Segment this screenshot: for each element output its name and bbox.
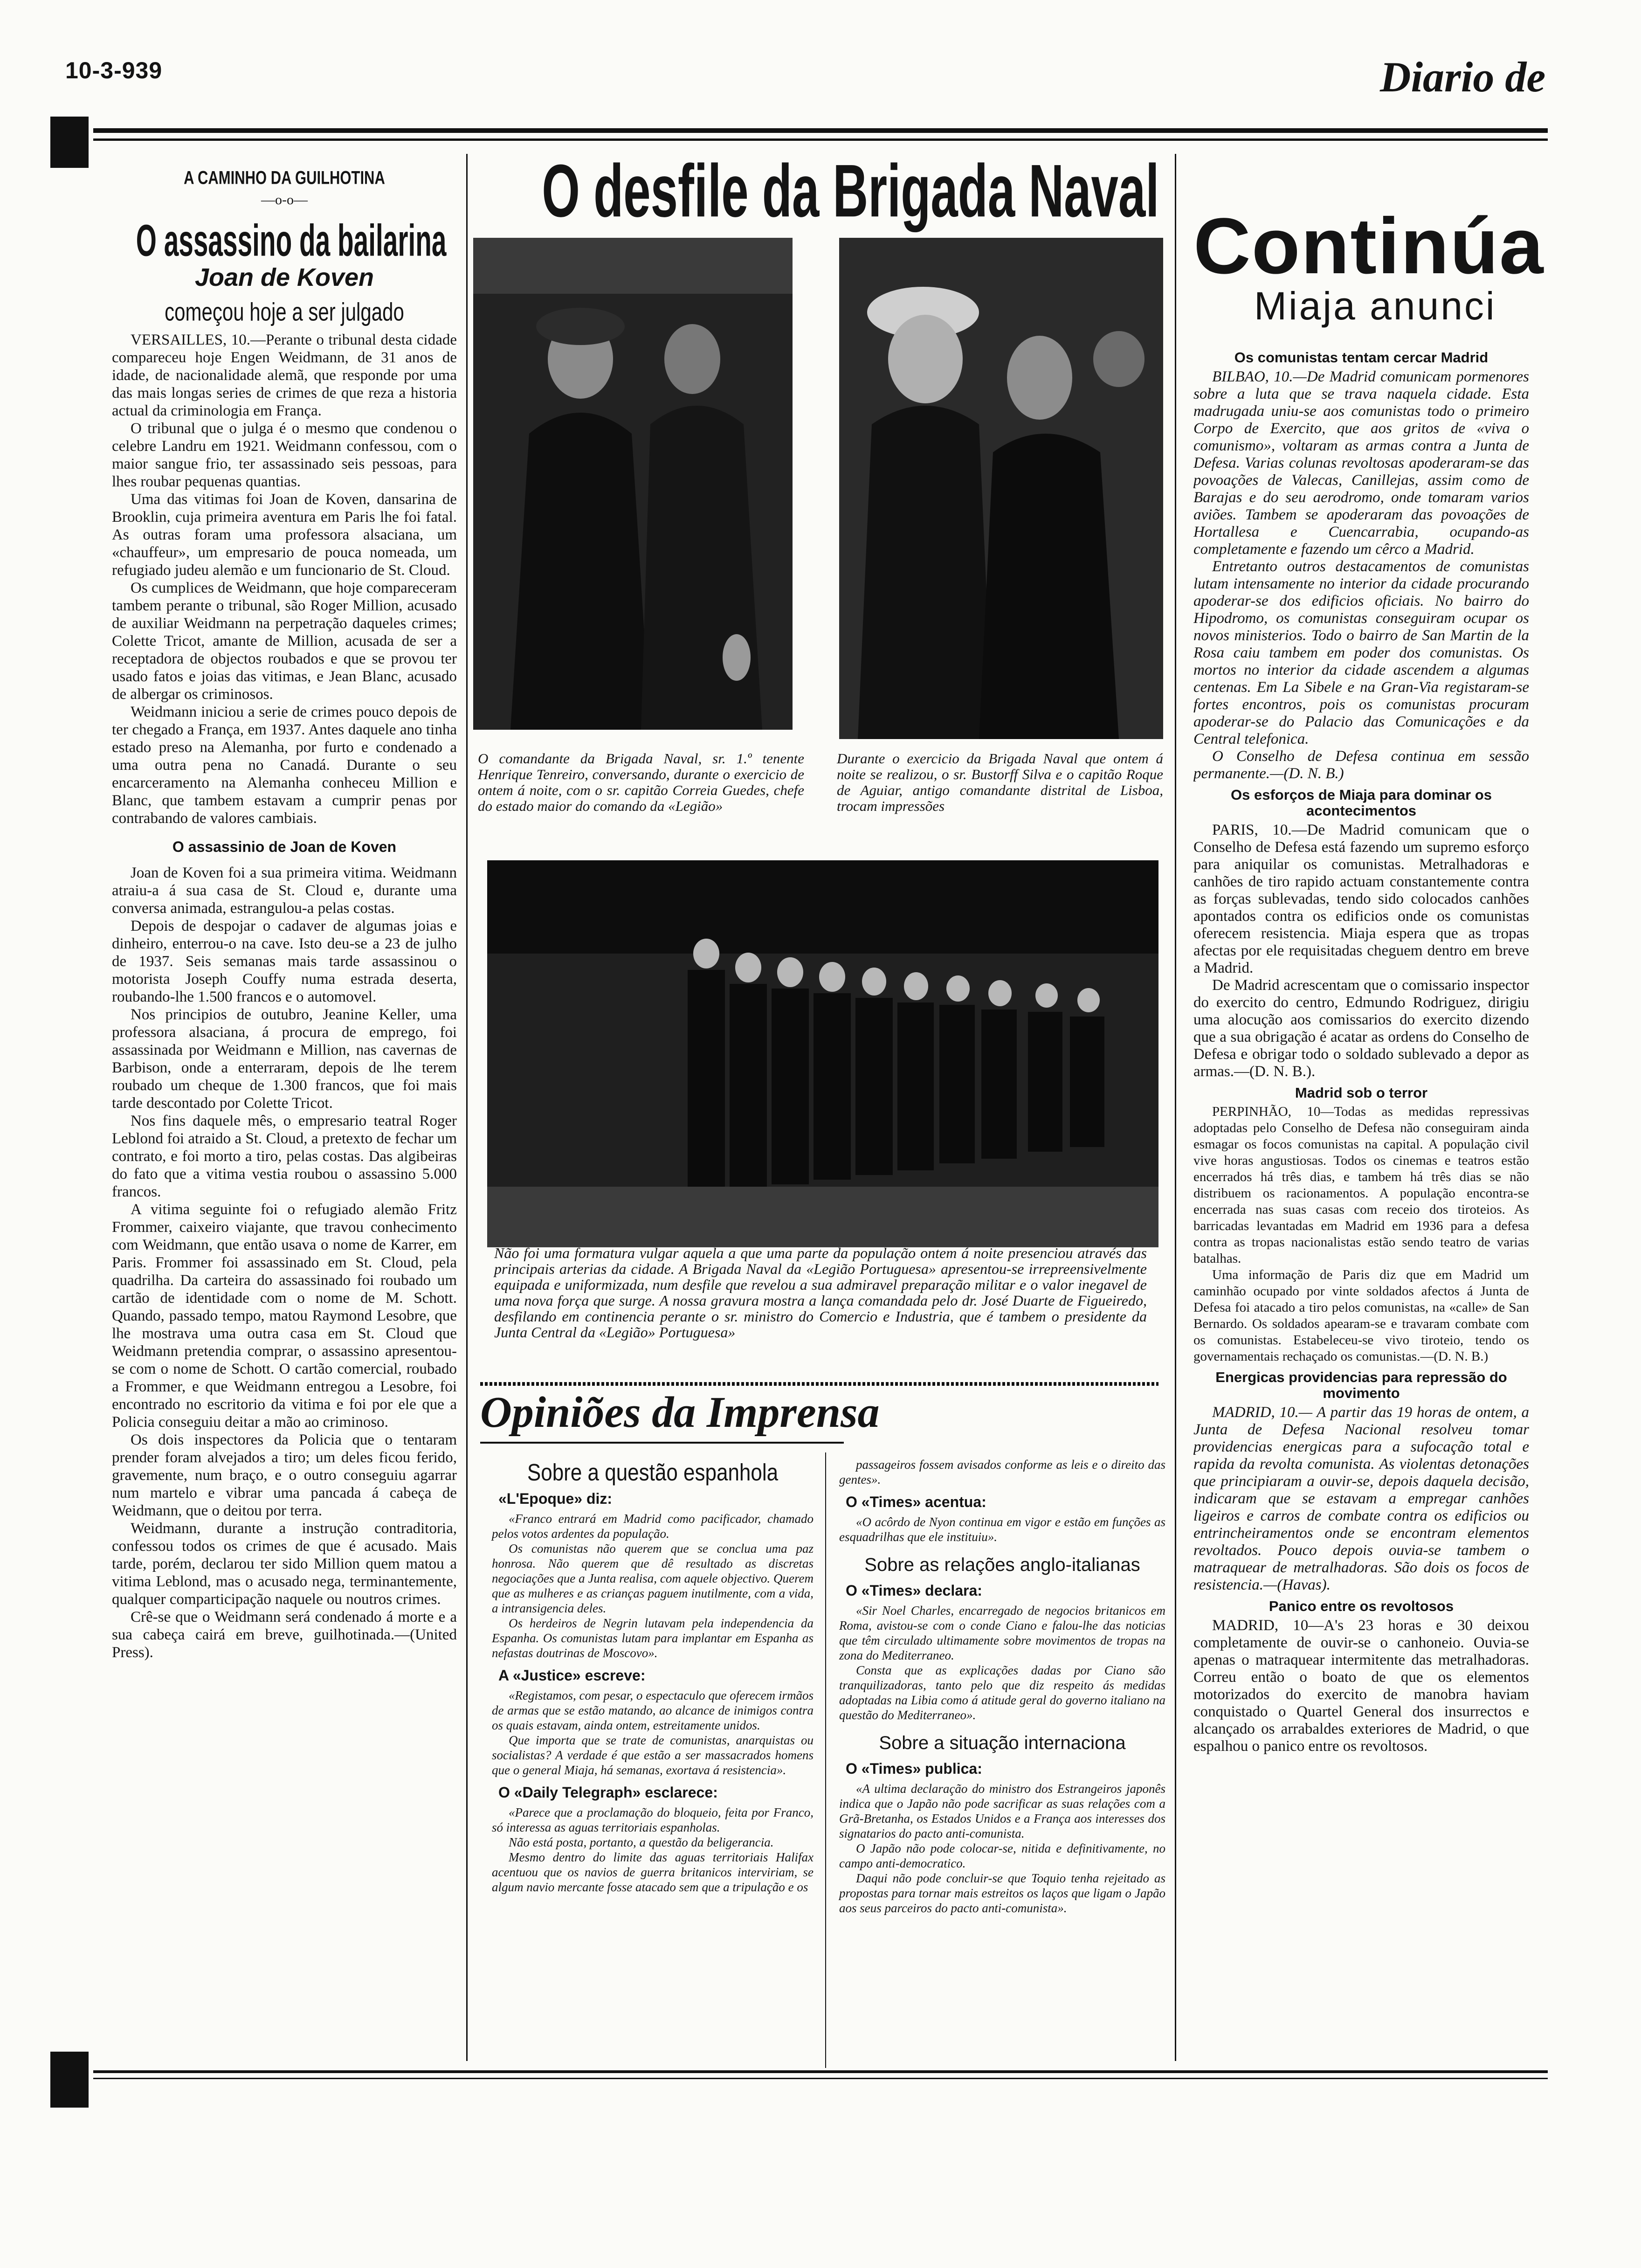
subhead-providencias: Energicas providencias para repressão do movimento [1215,1369,1507,1401]
source-heading: «L'Epoque» diz: [498,1490,613,1507]
paragraph: Entretanto outros destacamentos de comunistas lutam intensamente no interior da cidade procurando apoderar-se dos edificios oficiais. No bairro do Hipodromo, os comunistas conseguiram ocupar os novos ministerios. Todo o bairro de San Martin de la Rosa caiu tambem em poder dos comunistas. Os mortos no interior da cidade ascendem a algumas centenas. Em La Sibele e na Gran-Via registaram-se fortes encontros, pois os comunistas procuram apoderar-se do Palacio das Comunicações e da Central telefonica. [1193,558,1529,747]
kicker-separator: —o-o— [261,192,308,207]
paragraph: BILBAO, 10.—De Madrid comunicam pormenores sobre a luta que se trava naquela cidade. Esta madrugada uniu-se aos comunistas todo o primeiro Corpo de Exercito, que aos gritos de «viva o comunismo», voltaram as armas contra a Junta de Defesa. Varias colunas revoltosas apoderaram-se das povoações de Valecas, Canillejas, assim como de Barajas e do seu aerodromo, onde tomaram varios aviões. Tambem se apoderaram das povoações de Hortallesa e Cuencarrabia, ocupando-as completamente e fazendo um cêrco a Madrid. [1193,368,1529,558]
paragraph: MADRID, 10—A's 23 horas e 30 deixou completamente de ouvir-se o canhoneio. Ouvia-se apenas o matraquear intermitente das metralhadoras. Correu então o boato de que os elementos motorizados do exercito de manobra haviam conquistado o Quartel General dos insurrectos e alcançado os arrabaldes exteriores de Madrid, o que espalhou o panico entre os revoltosos. [1193,1617,1529,1755]
quote-paragraph: «A ultima declaração do ministro dos Estrangeiros japonês indica que o Japão não pode sacrificar as suas relações com a Grã-Bretanha, os Estados Unidos e a França aos interesses dos signatarios do pacto anti-comunista. [839,1782,1165,1840]
photo-brigade-parade-image [487,860,1158,1247]
paragraph: Weidmann, durante a instrução contraditoria, confessou todos os crimes de que é acusado. Mais tarde, porém, declarou ter sido Million quem matou a vitima Leblond, mas o acusado nega, terminantemente, qualquer comparticipação naquele ou noutros crimes. [112,1520,457,1608]
paragraph: PARIS, 10.—De Madrid comunicam que o Conselho de Defesa está fazendo um supremo esforço para aniquilar os comunistas. Metralhadoras e canhões de tiro rapido actuam constantemente contra as forças sublevadas, tendo sido colocados canhões apontados contra os edificios onde os comunistas oferecem resistencia. Miaja espera que as tropas afectas por ele requisitadas cheguem dentro em breve a Madrid. [1193,822,1529,976]
left-name: Joan de Koven [194,263,374,291]
right-headline: Continúa [1193,202,1544,290]
bottom-rule-thin [93,2078,1548,2079]
paragraph: Depois de despojar o cadaver de algumas joias e dinheiro, enterrou-o na cave. Isto deu-se a 23 de julho de 1937. Seis semanas mais tarde assassinou o motorista Joseph Couffy numa estrada deserta, roubando-lhe 1.500 francos e o automovel. [112,918,457,1005]
right-p1-body [1193,368,1529,782]
right-p5-body [1193,1617,1529,1755]
quote-paragraph: Não está posta, portanto, a questão da beligerancia. [509,1835,774,1849]
bottom-rule [93,2070,1548,2073]
quote-paragraph: Daqui não pode concluir-se que Toquio tenha rejeitado as propostas para tornar mais estreitos os laços que ligam o Japão aos seus parceiros do pacto anti-comunista». [839,1871,1165,1915]
source-heading: O «Times» acentua: [846,1494,986,1510]
margin-bar-top [50,117,89,168]
quote-paragraph: «O acôrdo de Nyon continua em vigor e estão em funções as esquadrilhas que ele instituiu». [839,1515,1165,1544]
masthead: Diario de [1380,53,1546,101]
right-p2-body [1193,822,1529,1080]
caption-photo-1: O comandante da Brigada Naval, sr. 1.º tenente Henrique Tenreiro, conversando, durante o exercicio de ontem á noite, com o sr. capitão Correia Guedes, chefe do estado maior do comando da «Legião» [478,750,804,814]
quote-paragraph: «Franco entrará em Madrid como pacificador, chamado pelos votos ardentes da população. [492,1512,814,1541]
right-body [1193,350,1529,1755]
quote-paragraph: «Parece que a proclamação do bloqueio, feita por Franco, só interessa as aguas territoriais espanholas. [492,1805,814,1834]
photo-bustorff-silva [839,238,1163,739]
center-headline: O desfile da Brigada Naval [542,149,1159,233]
left-deck: começou hoje a ser julgado [165,297,404,326]
quote-paragraph: Consta que as explicações dadas por Ciano são tranquilizadoras, tanto pelo que diz respeito ás medidas adoptadas na Libia como á atitude geral do governo italiano na questão do Mediterraneo». [839,1663,1165,1722]
left-headline: O assassino da bailarina [136,215,447,265]
quote-paragraph: Os comunistas não querem que se conclua uma paz honrosa. Não querem que dê resultado as discretas negociações que a Junta realisa, com aquele objectivo. Querem que as mulheres e as crianças paguem inutilmente, com a vida, a intransigencia deles. [492,1542,814,1615]
right-p4-body [1193,1404,1529,1594]
opinioes-col-1 [492,1459,814,1895]
quote-paragraph: Que importa que se trate de comunistas, anarquistas ou socialistas? A verdade é que estão a ser massacrados homens que o general Miaja, há semanas, exortava á resistencia». [492,1733,814,1777]
left-subhead: O assassinio de Joan de Koven [172,838,397,855]
caption-rule [480,1382,1158,1386]
caption-photo-3: Não foi uma formatura vulgar aquela a que uma parte da população ontem á noite presenciou através das principais arterias da cidade. A Brigada Naval da «Legião Portuguesa» apresentou-se irrepreensivelmente equipada e uniformizada, num desfile que revelou a sua admiravel preparação militar e o valor inegavel de uma nova força que surge. A nossa gravura mostra a lança comandada pelo dr. José Duarte de Figueiredo, desfilando em continencia perante o sr. ministro do Comercio e Industria, que é tambem o presidente da Junta Central da «Legião» Portuguesa» [494,1245,1147,1341]
subhead-comunistas-cercar: Os comunistas tentam cercar Madrid [1234,349,1489,366]
top-rule-thin [93,138,1548,141]
page-date: 10-3-939 [65,57,163,83]
paragraph: Os dois inspectores da Policia que o tentaram prender foram alvejados a tiro; um deles ficou ferido, gravemente, num braço, e o outro conseguiu agarrar num martelo e vibrar uma pancada á cabeça de Weidmann, que o deitou por terra. [112,1431,457,1519]
paragraph: O tribunal que o julga é o mesmo que condenou o celebre Landru em 1921. Weidmann confessou, com o maior sangue frio, ter assassinado seis pessoas, para lhes roubar pequenas quantias. [112,420,457,490]
column-rule-2 [1175,154,1176,2061]
opinioes-col-2 [839,1457,1165,1915]
source-heading: O «Times» publica: [846,1760,982,1777]
paragraph: MADRID, 10.— A partir das 19 horas de ontem, a Junta de Defesa Nacional resolveu tomar providencias energicas para a sufocação total e rapida da revolta comunista. As violentas detonações que principiaram a ouvir-se, depois daquela decisão, indicaram que se estavam a empregar canhões ligeiros e carros de combate contra os edificios ou entrincheiramentos onde se encontram elementos revoltados. Pouco depois ouvia-se tambem o matraquear de metralhadoras. São dois os focos de resistencia.—(Havas). [1193,1404,1529,1593]
source-heading: A «Justice» escreve: [498,1667,646,1684]
opinioes-title-rule [480,1442,844,1444]
quote-paragraph: O Japão não pode colocar-se, nitida e definitivamente, no campo anti-democratico. [839,1841,1165,1870]
quote-paragraph: «Sir Noel Charles, encarregado de negocios britanicos em Roma, avistou-se com o conde Ciano e falou-lhe das noticias que têm circulado ultimamente sobre movimentos de tropas na zona do Mediterraneo. [839,1604,1165,1662]
opinioes-title: Opiniões da Imprensa [480,1388,880,1437]
caption-photo-2: Durante o exercicio da Brigada Naval que ontem á noite se realizou, o sr. Bustorff Silva e o capitão Roque de Aguiar, antigo comandante distrital de Lisboa, trocam impressões [837,750,1163,814]
column-rule-1 [466,154,468,2061]
source-heading: O «Times» declara: [846,1582,982,1599]
left-article [112,159,457,1661]
paragraph: A vitima seguinte foi o refugiado alemão Fritz Frommer, caixeiro viajante, que travou conhecimento com Weidmann, que então usava o nome de Karrer, em Paris. Frommer foi assassinado em St. Cloud, pela quadrilha. Da carteira do assassinado foi roubado um cartão de identidade com o nome de M. Schott. Quando, passado tempo, matou Raymond Lesobre, que lhe mostrava uma outra casa em St. Cloud que Weidmann pretendia comprar, o assassino apresentou-se com o nome de Schott. O cartão comercial, roubado a Frommer, e que Weidmann entregou a Lesobre, foi encontrado no escritorio da vitima e foi por ele que a Policia conseguiu deitar a mão ao criminoso. [112,1201,457,1431]
right-deck: Miaja anunci [1254,284,1496,328]
opinioes-col1-head: Sobre a questão espanhola [527,1459,779,1486]
quote-paragraph: Mesmo dentro do limite das aguas territoriais Halifax acentuou que os navios de guerra britanicos interviriam, se algum navio mercante fosse atacado sem que a tripulação e os [492,1850,814,1894]
kicker: A CAMINHO DA GUILHOTINA [184,167,385,188]
left-body [112,331,457,827]
paragraph: Uma das vitimas foi Joan de Koven, dansarina de Brooklin, cuja primeira aventura em Paris lhe foi fatal. As outras foram uma professora alsaciana, um «chauffeur», um empresario de pouca nomeada, um refugiado judeu alemão e um funcionario de St. Cloud. [112,491,457,579]
right-p3-body [1193,1104,1529,1365]
quote-paragraph: passageiros fossem avisados conforme as leis e o direito das gentes». [839,1458,1165,1487]
paragraph: De Madrid acrescentam que o comissario inspector do exercito do centro, Edmundo Rodriguez, dirigiu uma alocução aos comissarios do exercito dizendo que a sua obrigação é acatar as ordens do Conselho de Defesa e obrigar todo o soldado sublevado a depor as armas.—(D. N. B.). [1193,977,1529,1080]
right-article [1193,345,1529,2070]
opinioes-col2-body [839,1457,1165,1915]
photo-naval-commander-image [473,238,793,730]
margin-bar-bottom [50,2052,89,2108]
photo-bustorff-silva-image [839,238,1163,739]
photo-brigade-parade [487,860,1158,1247]
subhead-madrid-terror: Madrid sob o terror [1295,1085,1428,1101]
paragraph: VERSAILLES, 10.—Perante o tribunal desta cidade compareceu hoje Engen Weidmann, de 31 anos de idade, de nacionalidade alemã, que responde por uma das mais longas series de crimes de que reza a historia actual da criminologia em França. [112,332,457,419]
paragraph: Crê-se que o Weidmann será condenado á morte e a sua cabeça cairá em breve, guilhotinada.—(United Press). [112,1609,457,1661]
photo-naval-commander [473,238,793,730]
section-heading: Sobre as relações anglo-italianas [864,1555,1140,1575]
paragraph: Uma informação de Paris diz que em Madrid um caminhão ocupado por vinte soldados afectos á Junta de Defesa foi atacado a tiro pelos comunistas, na «calle» de San Bernardo. Os soldados apearam-se e travaram combate com os comunistas. Estabeleceu-se vivo tiroteio, tendo os governamentais rechaçado os comunistas.—(D. N. B.) [1193,1267,1529,1364]
opinioes-col-rule [825,1452,826,2068]
paragraph: Nos principios de outubro, Jeanine Keller, uma professora alsaciana, á procura de emprego, foi assassinada por Weidmann e Million, nas cavernas de Barbison, onde a enterraram, depois de lhe terem roubado um cheque de 1.300 francos, que foi mais tarde descontado por Colette Tricot. [112,1006,457,1112]
paragraph: O Conselho de Defesa continua em sessão permanente.—(D. N. B.) [1193,748,1529,782]
quote-paragraph: Os herdeiros de Negrin lutavam pela independencia da Espanha. Os comunistas lutam para implantar em Espanha as nefastas doutrinas de Moscovo». [492,1616,814,1660]
source-heading: O «Daily Telegraph» esclarece: [498,1784,718,1801]
paragraph: Joan de Koven foi a sua primeira vitima. Weidmann atraiu-a á sua casa de St. Cloud e, durante uma conversa animada, estrangulou-a pelas costas. [112,864,457,917]
subhead-esforcos-miaja: Os esforços de Miaja para dominar os acontecimentos [1231,787,1492,819]
opinioes-col1-body [492,1490,814,1895]
paragraph: Weidmann iniciou a serie de crimes pouco depois de ter chegado a França, em 1937. Antes daquele ano tinha estado preso na Alemanha, por furto e condenado a uma outra pena no Canadá. Durante o seu encarceramento na Alemanha conheceu Million e Blanc, que tambem estavam a cumprir penas por contrabando de valores cambiais. [112,704,457,827]
left-body-2 [112,864,457,1661]
subhead-panico: Panico entre os revoltosos [1269,1598,1454,1614]
paragraph: Nos fins daquele mês, o empresario teatral Roger Leblond foi atraido a St. Cloud, a pretexto de fechar um contrato, e foi morto a tiro, pelas costas. Das algibeiras do fato que a vitima vestia roubou o assassino 5.000 francos. [112,1113,457,1200]
paragraph: Os cumplices de Weidmann, que hoje compareceram tambem perante o tribunal, são Roger Million, acusado de auxiliar Weidmann na perpetração daqueles crimes; Colette Tricot, amante de Million, acusada de ser a receptadora de objectos roubados e que se provou ter usado fatos e joias das vitimas, e Jean Blanc, acusado de albergar os criminosos. [112,580,457,703]
quote-paragraph: «Registamos, com pesar, o espectaculo que oferecem irmãos de armas que se estão matando, ao alcance de inimigos contra os quais estavam, ainda ontem, estreitamente unidos. [492,1688,814,1732]
top-rule [93,128,1548,133]
section-heading: Sobre a situação internaciona [879,1733,1126,1753]
paragraph: PERPINHÃO, 10—Todas as medidas repressivas adoptadas pelo Conselho de Defesa não conseguiram ainda esmagar os focos comunistas na capital. A população civil vive horas angustiosas. Todos os cinemas e teatros estão encerrados há três dias, e tambem há três dias se não distribuem os racionamentos. A população encontra-se encerrada nas suas casas com receio dos tiroteios. As barricadas levantadas em Madrid em 1936 para a defesa contra as tropas nacionalistas estão sendo teatro de varias batalhas. [1193,1104,1529,1266]
